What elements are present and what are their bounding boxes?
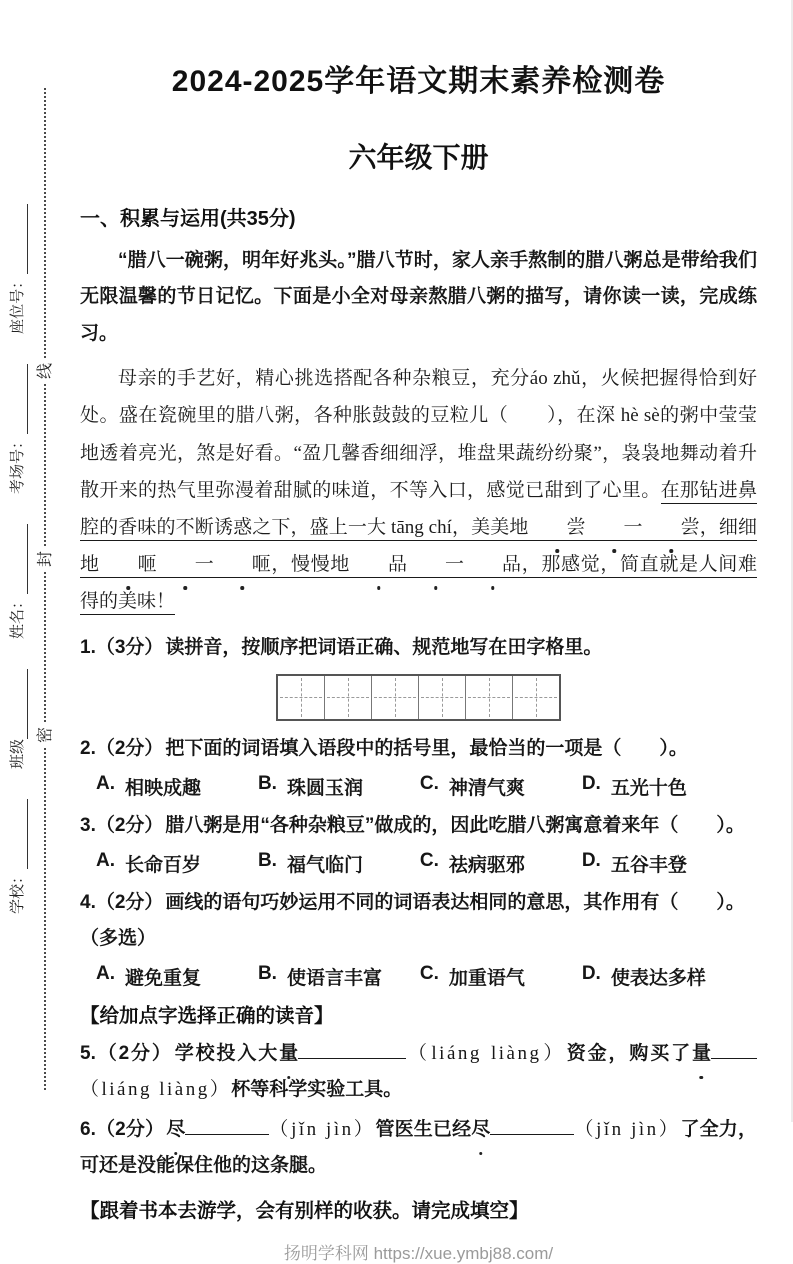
text-run: 学校投入大 [174,1043,280,1065]
question-3 [80,808,757,844]
text-run: 画线的语句巧妙运用不同的词语表达相同的意思，其作用有（ ）。 [165,892,745,914]
emphasized-text: 量 [279,1043,298,1064]
option-B [258,850,420,877]
seal-field-班级 [6,669,28,769]
seal-line-char: 线 [31,358,61,384]
question-number-score: 5.（2分） [80,1043,173,1065]
option-key: C. [419,850,439,872]
option-C [420,963,582,990]
option-key: C. [419,963,439,985]
seal-field-label: 考场号： [10,433,26,494]
text-run: 杯等科学实验工具。 [231,1079,403,1101]
seal-line-char: 封 [31,546,61,572]
option-D [582,773,687,800]
seal-fields [2,112,28,1012]
seal-field-blank[interactable] [11,364,28,434]
fill-in-blank[interactable] [711,1038,757,1059]
text-run: 把下面的词语填入语段中的括号里，最恰当的一项是（ ）。 [165,737,688,759]
seal-dotted-line [44,88,46,1090]
option-text: 使表达多样 [610,968,706,990]
writing-grid-cell[interactable] [372,676,419,719]
option-A [96,773,258,800]
fill-in-blank[interactable] [185,1114,269,1135]
underlined-text: 在那钻进鼻腔的香味的不断诱惑之下，盛上一大 tāng chí，美美地 [80,480,757,541]
option-D [582,850,687,877]
pinyin-hint: （liáng liàng） [406,1043,567,1065]
question-number-score: 6.（2分） [80,1119,165,1141]
seal-field-座位号 [6,204,28,334]
emphasized-text: 尽 [166,1119,185,1140]
footer-site-link[interactable]: 扬明学科网 https://xue.ymbj88.com/ [283,1243,554,1263]
seal-margin [0,0,62,1122]
pinyin-hint: （jǐn jìn） [574,1119,681,1141]
option-D [582,963,706,990]
option-key: B. [257,772,277,794]
text-run: 读拼音，按顺序把词语正确、规范地写在田字格里。 [165,636,603,658]
question-number-score: 2.（2分） [80,737,164,759]
emphasized-text: 尝 一 尝 [529,517,700,541]
question-2 [80,731,757,767]
bracket-section-header: 【给加点字选择正确的读音】 [80,1005,334,1028]
question-5 [80,1036,757,1108]
seal-field-姓名 [6,524,28,639]
option-key: D. [581,963,601,985]
intro-paragraph: “腊八一碗粥，明年好兆头。”腊八节时，家人亲手熬制的腊八粥总是带给我们无限温馨的节日记忆。下面是小全对母亲熬腊八粥的描写，请你读一读，完成练习。 [80,250,757,344]
options-row [80,773,757,800]
option-key: A. [96,963,115,985]
option-key: C. [419,772,439,794]
option-text: 五光十色 [610,777,687,799]
fill-in-blank[interactable] [490,1114,574,1135]
seal-field-label: 姓名： [10,593,26,639]
option-text: 长命百岁 [125,855,202,877]
option-text: 五谷丰登 [610,855,687,877]
reading-passage [80,360,757,619]
seal-field-label: 班级 [10,738,26,769]
option-key: B. [257,850,277,872]
text-run: （多选） [80,928,157,950]
option-A [96,963,258,990]
text-run: 腊八粥是用“各种杂粮豆”做成的，因此吃腊八粥寓意着来年（ ）。 [165,814,745,836]
tianzige-writing-grid[interactable] [276,674,561,721]
text-run: 了全力，可还是没能保住他的这条腿。 [80,1119,757,1177]
seal-field-label: 座位号： [10,273,26,334]
option-text: 珠圆玉润 [286,777,363,799]
option-key: A. [96,850,115,872]
emphasized-text: 咂 一 咂 [100,554,271,578]
question-6 [80,1112,757,1184]
question-number-score: 1.（3分） [80,636,164,658]
writing-grid-cell[interactable] [419,676,466,719]
option-key: B. [257,963,277,985]
page-footer [80,1239,757,1264]
emphasized-text: 量 [692,1043,711,1064]
fill-in-blank[interactable] [298,1038,406,1059]
seal-field-blank[interactable] [11,204,28,274]
option-B [258,773,420,800]
underlined-text: ，细细地 [80,517,757,578]
text-run: 管医生已经 [375,1119,472,1141]
seal-line-char: 密 [31,722,61,748]
writing-grid-cell[interactable] [325,676,372,719]
question-1 [80,630,757,666]
question-list [80,630,757,1223]
option-A [96,850,258,877]
seal-field-blank[interactable] [11,799,28,869]
page-title: 2024-2025学年语文期末素养检测卷 [171,65,666,98]
pinyin-hint: （jǐn jìn） [269,1119,376,1141]
seal-field-学校 [6,799,28,914]
question-number-score: 4.（2分） [80,892,164,914]
option-C [420,773,582,800]
emphasized-text: 品 一 品 [350,554,521,578]
question-number-score: 3.（2分） [80,814,164,836]
option-key: D. [581,850,601,872]
pinyin-hint: （liáng liàng） [80,1079,232,1101]
emphasized-text: 尽 [471,1119,490,1140]
question-4 [80,885,757,957]
text-run: 母亲的手艺好，精心挑选搭配各种杂粮豆，充分áo zhǔ，火候把握得恰到好处。盛在瓷碗里的腊八粥，各种胀鼓鼓的豆粒儿（ ），在深 hè sè的粥中莹莹地透着亮光，煞是好看。“盈几馨香细细浮，堆盘果蔬纷纷聚”，袅袅地舞动着升散开来的热气里弥漫着甜腻的味道，不等入口，感觉已甜到了心里。 [80,368,757,501]
seal-field-blank[interactable] [11,669,28,739]
option-text: 福气临门 [286,855,363,877]
option-text: 使语言丰富 [286,968,382,990]
writing-grid-cell[interactable] [513,676,559,719]
text-run: 资金，购买了 [566,1043,692,1065]
seal-field-label: 学校： [10,868,26,914]
writing-grid-cell[interactable] [466,676,513,719]
option-text: 相映成趣 [125,777,202,799]
writing-grid-cell[interactable] [278,676,325,719]
seal-field-blank[interactable] [11,524,28,594]
seal-field-考场号 [6,364,28,494]
option-text: 祛病驱邪 [448,855,525,877]
options-row [80,850,757,877]
page-subtitle: 六年级下册 [348,142,489,173]
underlined-text: ，慢慢地 [271,554,350,578]
option-text: 神清气爽 [448,777,525,799]
option-text: 避免重复 [125,968,202,990]
option-key: A. [96,772,115,794]
option-text: 加重语气 [448,968,525,990]
underlined-text: ，那感觉，简直就是人间难得的美味！ [80,554,757,615]
option-C [420,850,582,877]
section-heading: 一、积累与运用(共35分) [80,208,296,230]
options-row [80,963,757,990]
option-key: D. [581,772,601,794]
bracket-section-header: 【跟着书本去游学，会有别样的收获。请完成填空】 [80,1199,529,1222]
option-B [258,963,420,990]
